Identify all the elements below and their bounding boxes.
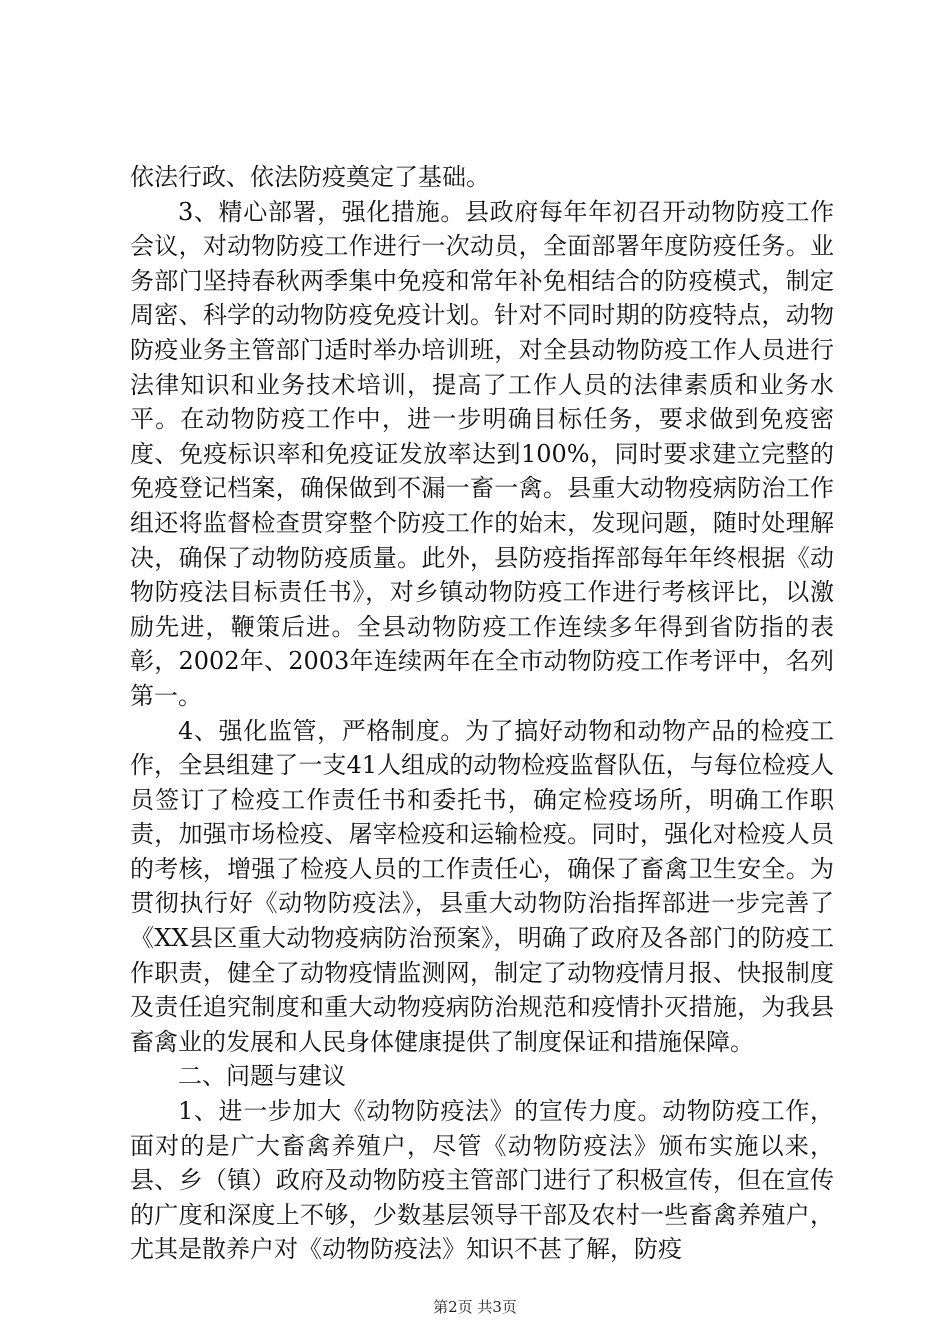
paragraph-3-deployment-measures: 3、精心部署，强化措施。县政府每年年初召开动物防疫工作会议，对动物防疫工作进行一次动员，全面部署年度防疫任务。业务部门坚持春秋两季集中免疫和常年补免相结合的防疫模式，制定周密、科学的动物防疫免疫计划。针对不同时期的防疫特点，动物防疫业务主管部门适时举办培训班，对全县动物防疫工作人员进行法律知识和业务技术培训，提高了工作人员的法律素质和业务水平。在动物防疫工作中，进一步明确目标任务，要求做到免疫密度、免疫标识率和免疫证发放率达到100%，同时要求建立完整的免疫登记档案，确保做到不漏一畜一禽。县重大动物疫病防治工作组还将监督检查贯穿整个防疫工作的始末，发现问题，随时处理解决，确保了动物防疫质量。此外，县防疫指挥部每年年终根据《动物防疫法目标责任书》，对乡镇动物防疫工作进行考核评比，以激励先进，鞭策后进。全县动物防疫工作连续多年得到省防指的表彰，2002年、2003年连续两年在全市动物防疫工作考评中，名列第一。: [130, 197, 834, 710]
paragraph-continuation: 依法行政、依法防疫奠定了基础。: [130, 163, 490, 191]
paragraph-4-supervision-system: 4、强化监管，严格制度。为了搞好动物和动物产品的检疫工作，全县组建了一支41人组成的动物检疫监督队伍，与每位检疫人员签订了检疫工作责任书和委托书，确定检疫场所，明确工作职责，加强市场检疫、屠宰检疫和运输检疫。同时，强化对检疫人员的考核，增强了检疫人员的工作责任心，确保了畜禽卫生安全。为贯彻执行好《动物防疫法》，县重大动物防治指挥部进一步完善了《XX县区重大动物疫病防治预案》，明确了政府及各部门的防疫工作职责，健全了动物疫情监测网，制定了动物疫情月报、快报制度及责任追究制度和重大动物疫病防治规范和疫情扑灭措施，为我县畜禽业的发展和人民身体健康提供了制度保证和措施保障。: [130, 716, 834, 1056]
paragraph-1-publicity: 1、进一步加大《动物防疫法》的宣传力度。动物防疫工作，面对的是广大畜禽养殖户，尽管《动物防疫法》颁布实施以来，县、乡（镇）政府及动物防疫主管部门进行了积极宣传，但在宣传的广度和深度上不够，少数基层领导干部及农村一些畜禽养殖户，尤其是散养户对《动物防疫法》知识不甚了解，防疫: [130, 1097, 834, 1264]
section-heading-problems-suggestions: 二、问题与建议: [178, 1062, 346, 1091]
document-body: [130, 160, 834, 1267]
page-number-footer: 第2页 共3页: [433, 1298, 517, 1316]
